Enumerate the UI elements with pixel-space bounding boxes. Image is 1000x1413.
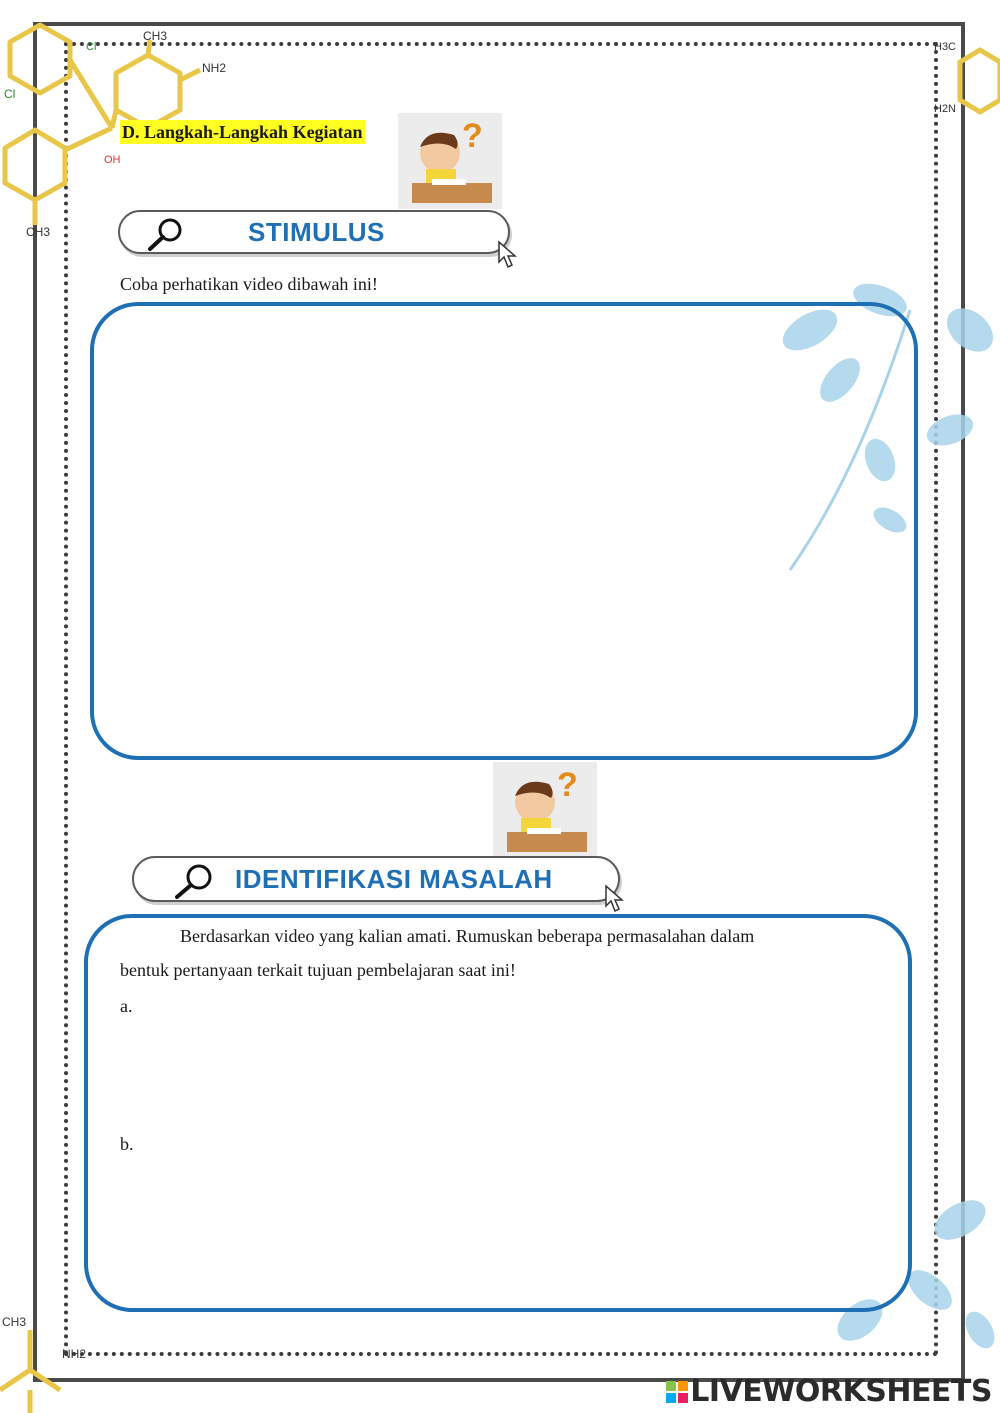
identifikasi-banner: [132, 856, 620, 902]
identifikasi-title: IDENTIFIKASI MASALAH: [235, 864, 553, 894]
identifikasi-instruction-line2: bentuk pertanyaan terkait tujuan pembelajaran saat ini!: [120, 960, 516, 980]
identifikasi-instruction-line1: Berdasarkan video yang kalian amati. Rumuskan beberapa permasalahan dalam: [180, 926, 755, 946]
svg-text:?: ?: [462, 117, 483, 155]
magnifier-icon: [172, 862, 216, 900]
chem-label-ch3-left: CH3: [26, 225, 51, 239]
chem-label-h2n: H2N: [934, 103, 957, 115]
chem-label-cl-left: Cl: [4, 87, 16, 101]
answer-label-a: a.: [120, 996, 133, 1016]
magnifier-icon: [146, 216, 186, 252]
stimulus-instruction: Coba perhatikan video dibawah ini!: [120, 274, 378, 294]
answer-field-b[interactable]: [140, 1158, 880, 1278]
answer-label-b: b.: [120, 1134, 134, 1154]
chem-label-cl-top: Cl: [86, 41, 97, 53]
footer-brand: [666, 1374, 992, 1409]
chem-label-nh2-top: NH2: [202, 61, 227, 75]
section-heading: D. Langkah-Langkah Kegiatan: [122, 122, 363, 142]
chem-label-nh2-bottom: NH2: [62, 1347, 87, 1361]
cursor-icon: [497, 240, 519, 270]
cursor-icon-2: [604, 884, 628, 916]
liveworksheets-logo-icon: [666, 1376, 688, 1398]
chemical-structure-decoration-right: [930, 20, 1000, 130]
chem-label-ch3-top: CH3: [143, 29, 168, 43]
video-frame[interactable]: [90, 302, 918, 760]
stimulus-banner: [118, 210, 510, 254]
footer-brand-text: LIVEWORKSHEETS: [690, 1374, 992, 1409]
chem-label-ch3-bottom: CH3: [2, 1315, 27, 1329]
chem-label-oh: OH: [104, 154, 121, 166]
thinking-student-illustration-2: [493, 762, 597, 858]
thinking-student-illustration: [398, 113, 502, 209]
chem-label-h3c: H3C: [934, 41, 957, 53]
chemical-structure-decoration-bottom: [0, 1300, 110, 1413]
svg-text:?: ?: [557, 766, 578, 804]
stimulus-title: STIMULUS: [248, 217, 385, 247]
answer-field-a[interactable]: [140, 1020, 880, 1120]
